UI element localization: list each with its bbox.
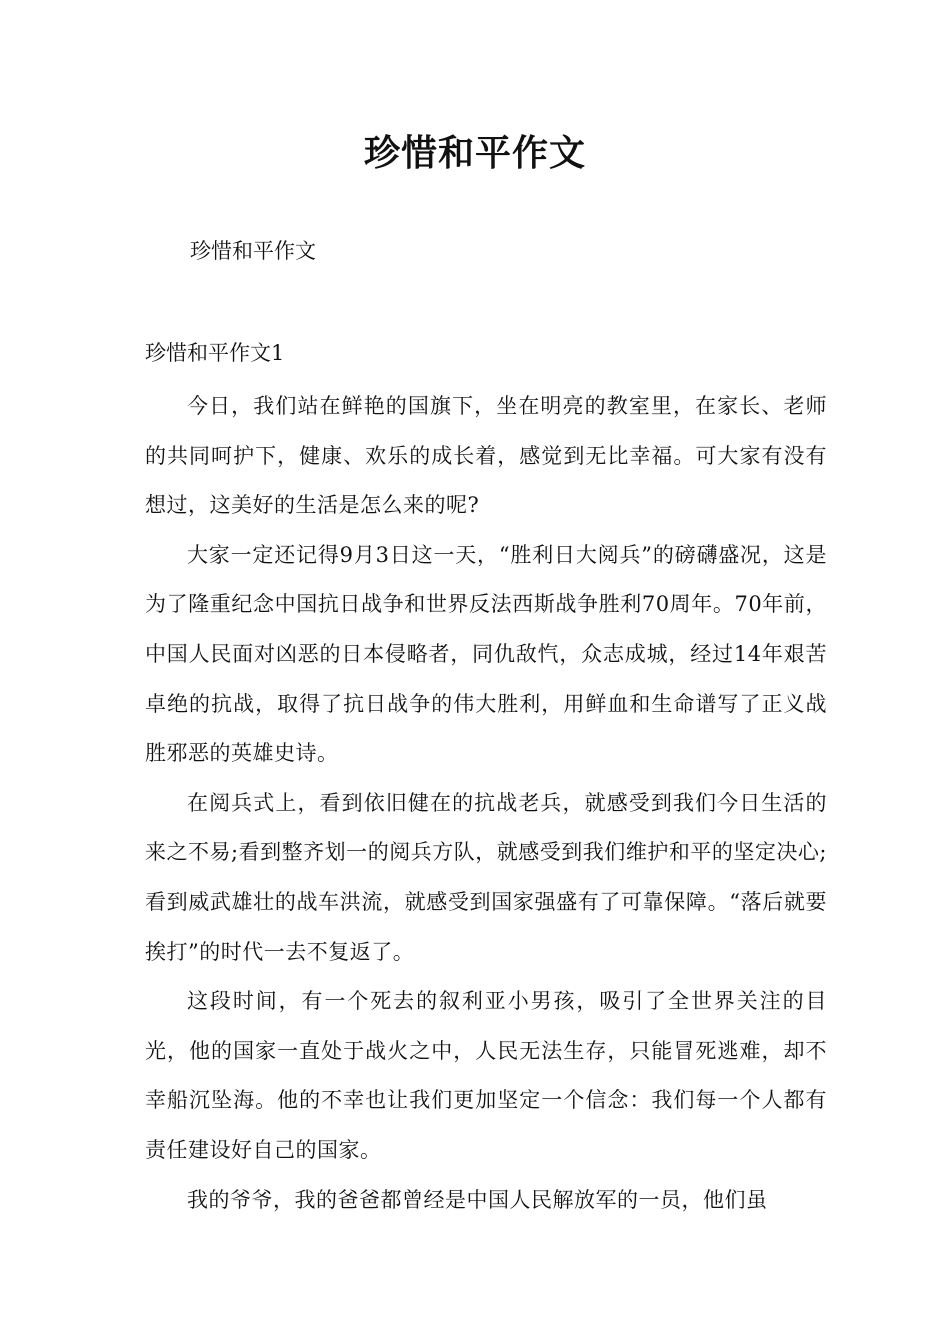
paragraph-1: 今日，我们站在鲜艳的国旗下，坐在明亮的教室里，在家长、老师的共同呵护下，健康、欢乐的成长着，感觉到无比幸福。可大家有没有想过，这美好的生活是怎么来的呢? [145,394,827,518]
paragraph-2: 大家一定还记得9月3日这一天，“胜利日大阅兵”的磅礴盛况，这是为了隆重纪念中国抗日战争和世界反法西斯战争胜利70周年。70年前，中国人民面对凶恶的日本侵略者，同仇敌忾，众志成城，经过14年艰苦卓绝的抗战，取得了抗日战争的伟大胜利，用鲜血和生命谱写了正义战胜邪恶的英雄史诗。 [145,542,827,766]
body-text [145,382,827,1225]
paragraph-5: 我的爷爷，我的爸爸都曾经是中国人民解放军的一员，他们虽 [187,1187,768,1212]
document-title: 珍惜和平作文 [363,132,586,174]
paragraph-3: 在阅兵式上，看到依旧健在的抗战老兵，就感受到我们今日生活的来之不易;看到整齐划一的阅兵方队，就感受到我们维护和平的坚定决心;看到威武雄壮的战车洪流，就感受到国家强盛有了可靠保障。“落后就要挨打”的时代一去不复返了。 [145,790,827,964]
section-heading: 珍惜和平作文1 [145,341,285,365]
document-subtitle: 珍惜和平作文 [190,239,316,263]
paragraph-4: 这段时间，有一个死去的叙利亚小男孩，吸引了全世界关注的目光，他的国家一直处于战火之中，人民无法生存，只能冒死逃难，却不幸船沉坠海。他的不幸也让我们更加坚定一个信念：我们每一个人都有责任建设好自己的国家。 [145,989,827,1162]
